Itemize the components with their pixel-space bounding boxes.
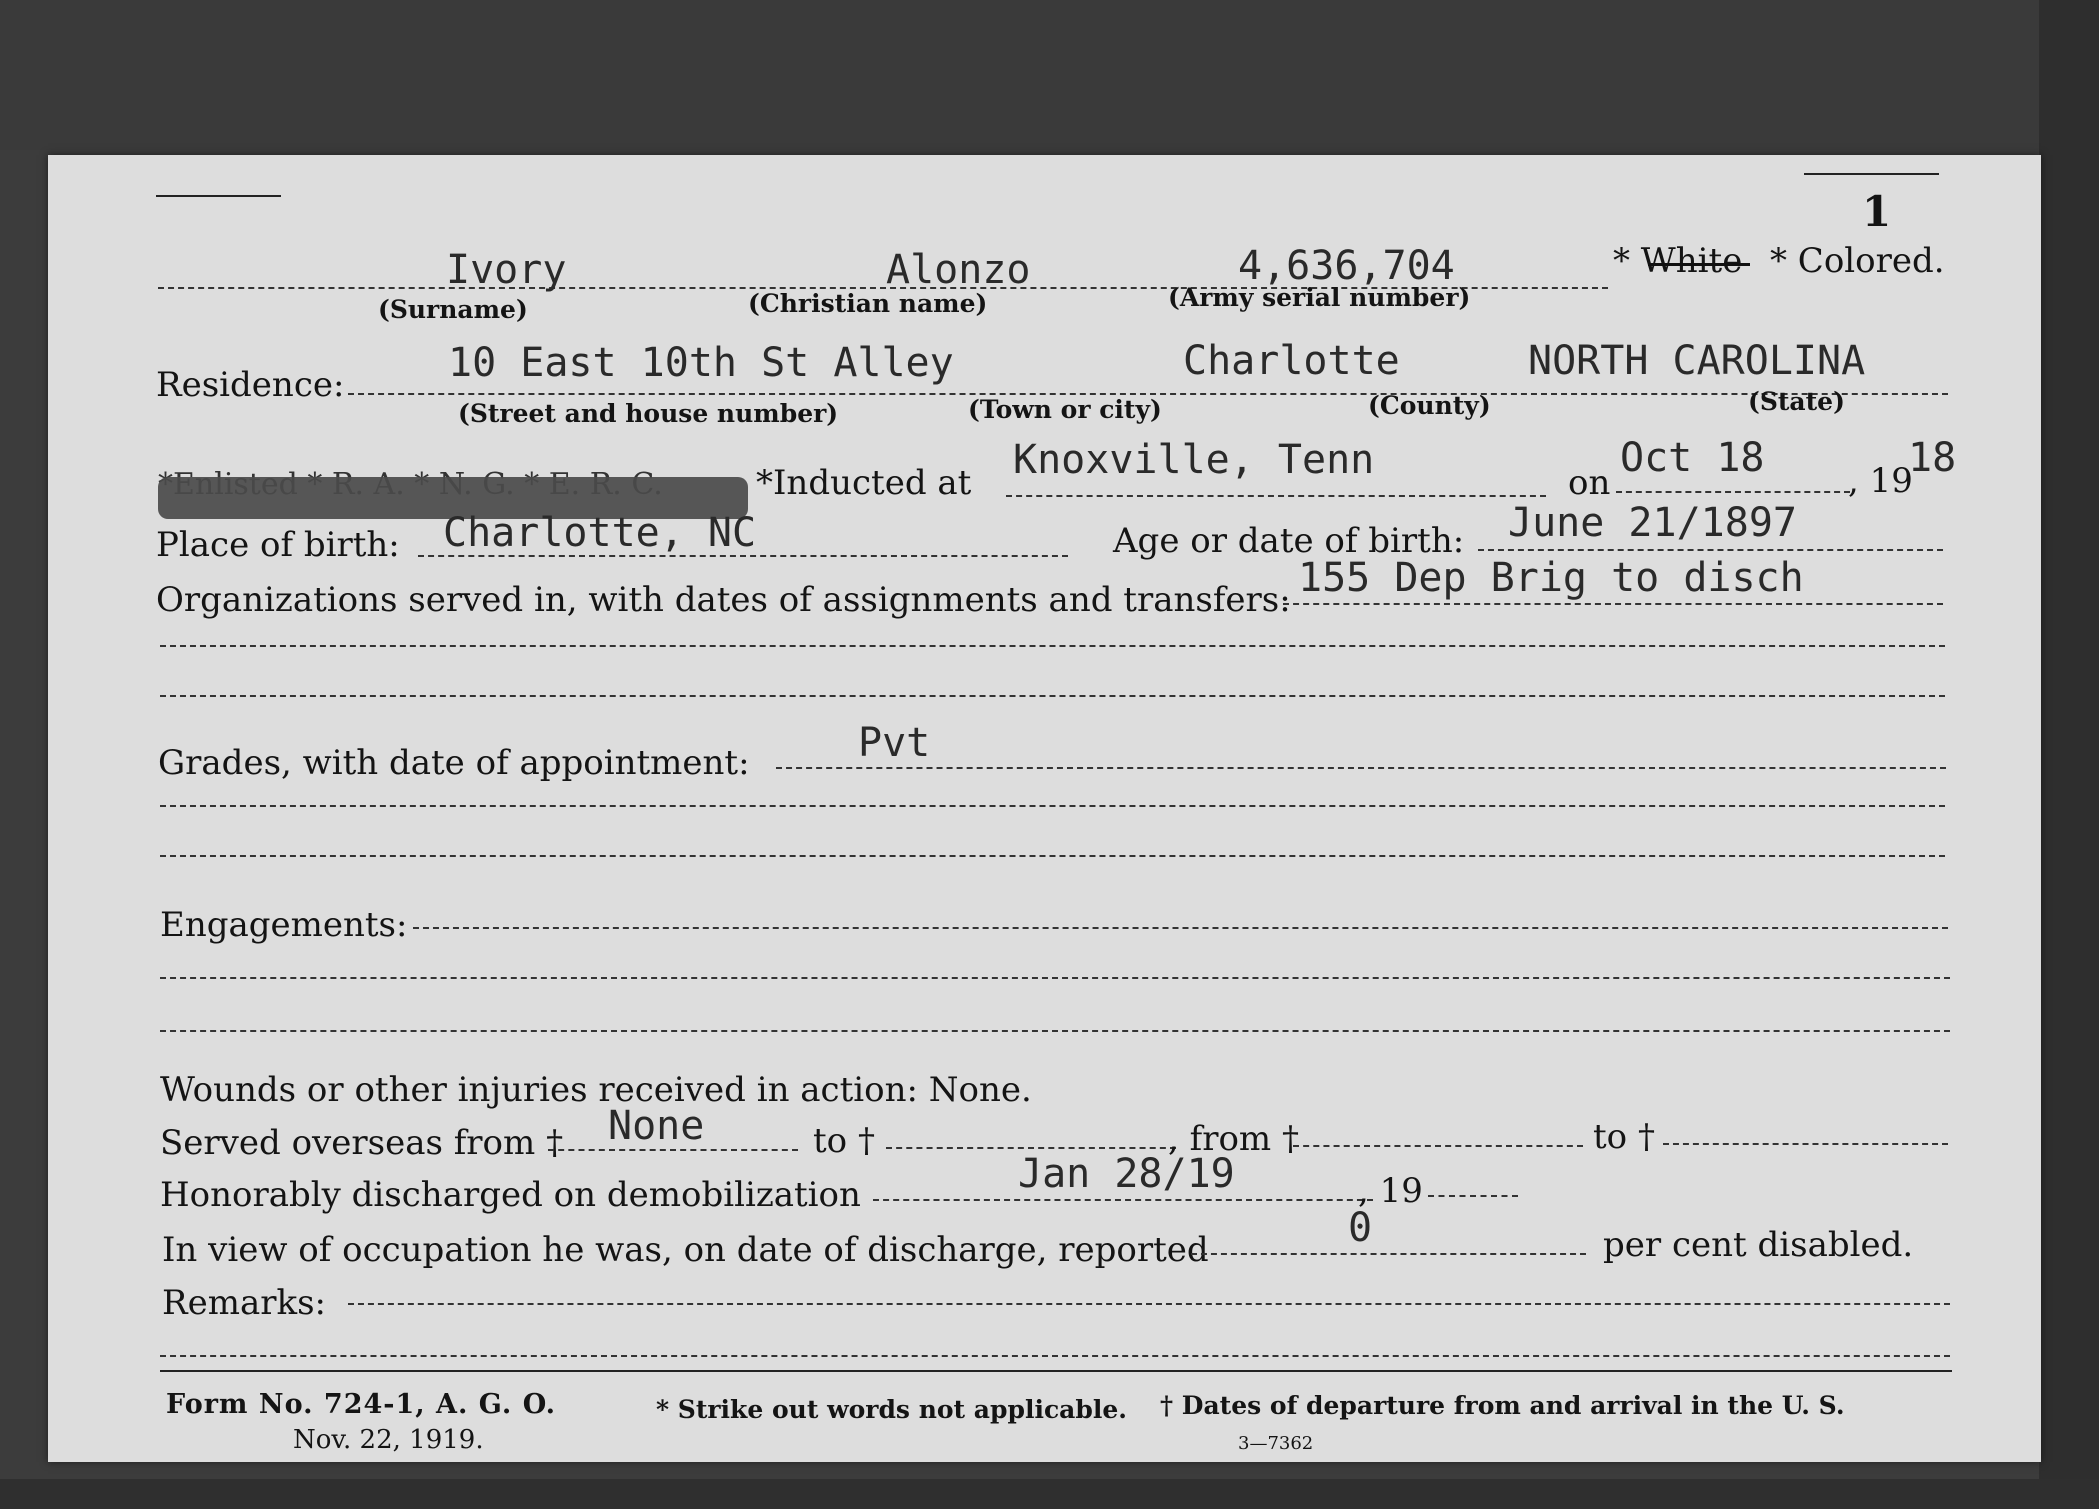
discharge-year-prefix: , 19 (1358, 1171, 1423, 1211)
state-value: NORTH CAROLINA (1528, 338, 1866, 384)
race-colored-option: * Colored. (1770, 241, 1945, 281)
organizations-line-3 (160, 695, 1945, 697)
footnote-strike: * Strike out words not applicable. (656, 1395, 1127, 1424)
overseas-to-label-2: to † (1593, 1117, 1655, 1157)
organizations-label: Organizations served in, with dates of assignments and transfers: (156, 580, 1291, 620)
overseas-to-line (886, 1147, 1176, 1149)
grades-line-3 (160, 855, 1945, 857)
grades-label: Grades, with date of appointment: (158, 743, 750, 783)
disability-suffix: per cent disabled. (1603, 1225, 1914, 1265)
form-date: Nov. 22, 1919. (293, 1425, 484, 1455)
overseas-from-value: None (608, 1103, 705, 1149)
overseas-to-label: to † (813, 1121, 875, 1161)
discharge-label: Honorably discharged on demobilization (160, 1175, 861, 1215)
overseas-to-line-2 (1663, 1143, 1948, 1145)
organizations-line (1283, 603, 1943, 605)
inducted-at-line (1006, 495, 1546, 497)
caption-surname: (Surname) (378, 295, 528, 324)
remarks-line-2 (160, 1355, 1950, 1357)
disability-label: In view of occupation he was, on date of discharge, reported (162, 1230, 1209, 1270)
caption-street: (Street and house number) (458, 399, 839, 428)
overseas-from-line (548, 1149, 798, 1151)
dob-line (1478, 549, 1943, 551)
grades-line (776, 767, 1946, 769)
footnote-dates: † Dates of departure from and arrival in the U. S. (1160, 1391, 1845, 1420)
engagements-line-2 (160, 977, 1950, 979)
wounds-label: Wounds or other injuries received in action: None. (160, 1070, 1032, 1110)
remarks-label: Remarks: (162, 1283, 326, 1323)
discharge-year-line (1428, 1195, 1518, 1197)
caption-town: (Town or city) (968, 395, 1162, 424)
surname-value: Ivory (446, 247, 567, 293)
caption-state: (State) (1748, 387, 1845, 416)
remarks-line (348, 1303, 1950, 1305)
inducted-year-value: 18 (1908, 435, 1957, 481)
christian-name-value: Alonzo (886, 247, 1031, 293)
inducted-at-value: Knoxville, Tenn (1013, 437, 1375, 483)
engagements-label: Engagements: (160, 905, 408, 945)
organizations-line-2 (160, 645, 1945, 647)
scanner-background-top (0, 0, 2099, 150)
dob-value: June 21/1897 (1508, 500, 1797, 546)
discharge-date-line (873, 1199, 1373, 1201)
serial-number-value: 4,636,704 (1238, 243, 1455, 289)
inducted-date-value: Oct 18 (1620, 435, 1765, 481)
birthplace-label: Place of birth: (156, 525, 400, 565)
organizations-value: 155 Dep Brig to disch (1298, 555, 1804, 601)
service-record-card (48, 155, 2041, 1462)
disability-line (1191, 1253, 1586, 1255)
caption-christian-name: (Christian name) (748, 289, 988, 318)
grade-value: Pvt (858, 720, 931, 766)
on-label: on (1568, 463, 1611, 503)
scanner-background-bottom (0, 1479, 2099, 1509)
form-number: Form No. 724-1, A. G. O. (166, 1389, 557, 1420)
overseas-from-label-2: , from † (1168, 1119, 1299, 1159)
card-number: 1 (1862, 187, 1892, 236)
dob-label: Age or date of birth: (1113, 521, 1465, 561)
overseas-from-line-2 (1293, 1145, 1583, 1147)
year-prefix: , 19 (1848, 461, 1913, 501)
top-left-rule (156, 195, 281, 197)
overseas-label: Served overseas from † (160, 1123, 564, 1163)
footer-rule (160, 1370, 1952, 1372)
scanner-background-right (2039, 0, 2099, 1509)
town-value: Charlotte (1183, 338, 1400, 384)
inducted-date-line (1616, 491, 1850, 493)
disability-value: 0 (1348, 1205, 1373, 1251)
caption-serial-number: (Army serial number) (1168, 283, 1471, 312)
inducted-label: *Inducted at (756, 463, 972, 503)
discharge-date-value: Jan 28/19 (1018, 1151, 1235, 1197)
race-white-option: * White (1613, 241, 1743, 281)
birthplace-value: Charlotte, NC (443, 510, 757, 556)
print-code: 3—7362 (1238, 1433, 1314, 1454)
top-right-rule (1804, 173, 1939, 175)
residence-label: Residence: (156, 365, 345, 405)
street-value: 10 East 10th St Alley (448, 340, 954, 386)
caption-county: (County) (1368, 391, 1491, 420)
engagements-line (413, 927, 1948, 929)
grades-line-2 (160, 805, 1945, 807)
engagements-line-3 (160, 1030, 1950, 1032)
race-white-strikethrough (1648, 263, 1750, 266)
